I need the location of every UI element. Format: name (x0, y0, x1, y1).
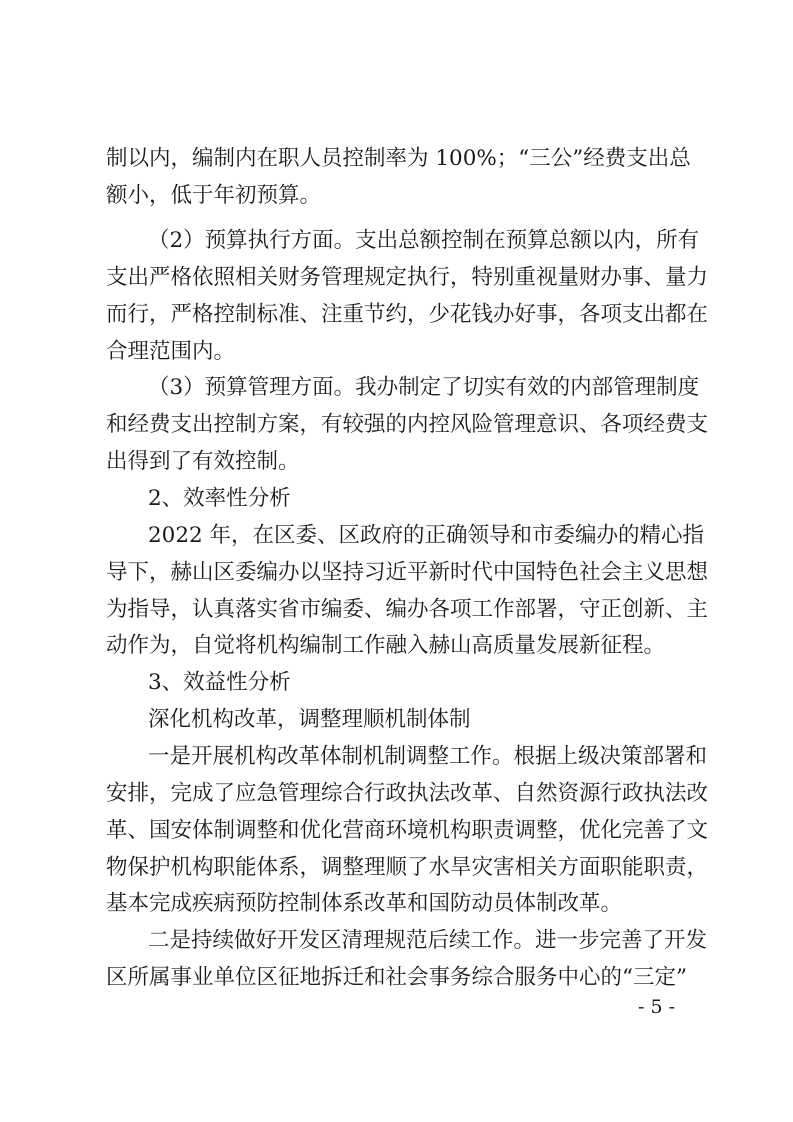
text-line: 制以内，编制内在职人员控制率为 100%；“三公”经费支出总 (106, 146, 691, 171)
text-line: 和经费支出控制方案，有较强的内控风险管理意识、各项经费支 (106, 412, 709, 437)
section-heading: 2、效率性分析 (148, 486, 291, 511)
text-line: 合理范围内。 (106, 339, 236, 364)
text-line: （3）预算管理方面。我办制定了切实有效的内部管理制度 (148, 375, 700, 400)
text-line: 而行，严格控制标准、注重节约，少花钱办好事，各项支出都在 (106, 302, 709, 327)
text-line: 革、国安体制调整和优化营商环境机构职责调整，优化完善了文 (106, 818, 709, 843)
text-line: 为指导，认真落实省市编委、编办各项工作部署，守正创新、主 (106, 597, 709, 622)
text-line: 安排，完成了应急管理综合行政执法改革、自然资源行政执法改 (106, 781, 709, 806)
text-line: 2022 年，在区委、区政府的正确领导和市委编办的精心指 (148, 523, 705, 548)
text-line: 一是开展机构改革体制机制调整工作。根据上级决策部署和 (148, 744, 708, 769)
section-heading: 3、效益性分析 (148, 670, 291, 695)
text-line: 导下，赫山区委编办以坚持习近平新时代中国特色社会主义思想 (106, 560, 709, 585)
text-line: 二是持续做好开发区清理规范后续工作。进一步完善了开发 (148, 928, 708, 953)
text-line: 基本完成疾病预防控制体系改革和国防动员体制改革。 (106, 891, 623, 916)
subheading: 深化机构改革，调整理顺机制体制 (148, 707, 471, 732)
text-line: 动作为，自觉将机构编制工作融入赫山高质量发展新征程。 (106, 633, 666, 658)
text-line: 区所属事业单位区征地拆迁和社会事务综合服务中心的“三定” (106, 965, 687, 990)
text-line: 物保护机构职能体系，调整理顺了水旱灾害相关方面职能职责， (106, 855, 709, 880)
text-line: 额小，低于年初预算。 (106, 183, 322, 208)
text-line: 支出严格依照相关财务管理规定执行，特别重视量财办事、量力 (106, 265, 709, 290)
text-line: （2）预算执行方面。支出总额控制在预算总额以内，所有 (148, 228, 700, 253)
text-line: 出得到了有效控制。 (106, 449, 300, 474)
page-number: - 5 - (638, 996, 676, 1018)
